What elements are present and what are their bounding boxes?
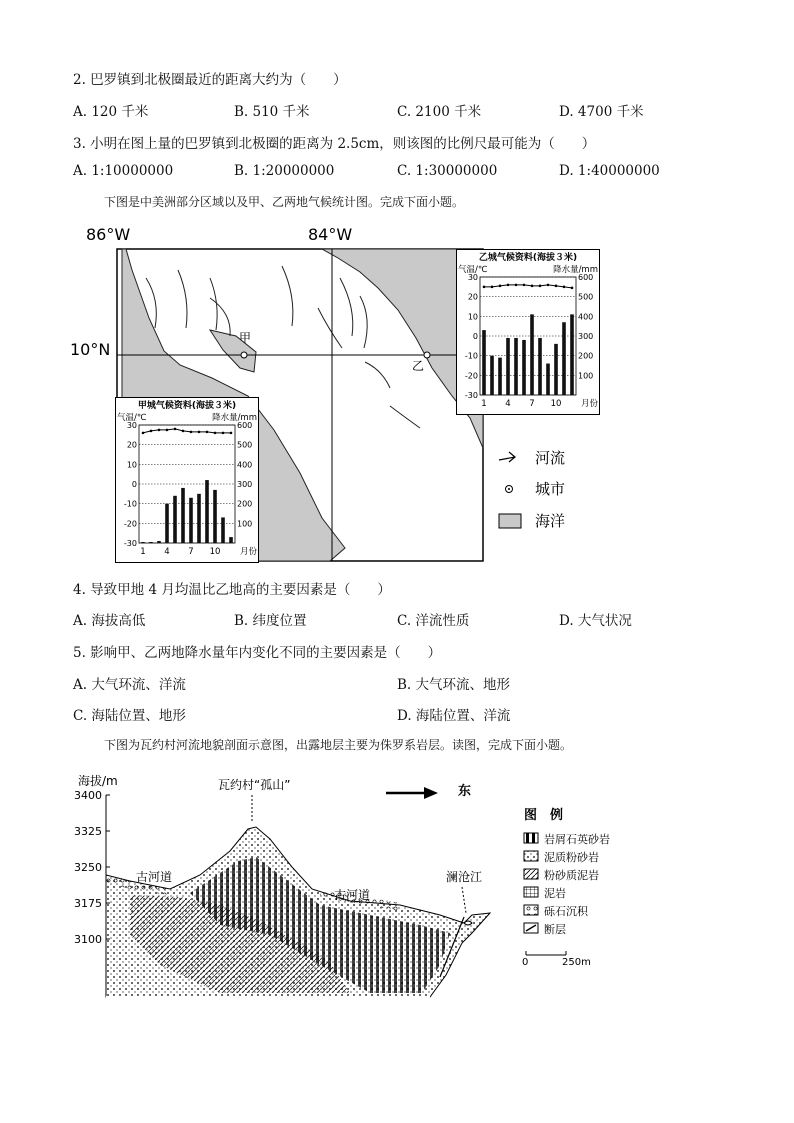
jia-ytick-left-5: -20 [123, 519, 137, 529]
yi-temp-point-6 [523, 284, 526, 287]
jia-xlabel: 月份 [239, 547, 257, 557]
jia-precip-bar-1 [141, 542, 145, 543]
yi-ytick-left-5: -20 [464, 371, 478, 381]
q4-option-a[interactable]: A. 海拔高低 [73, 613, 146, 629]
yi-ytick-right-5: 100 [578, 371, 594, 381]
jia-precip-bar-6 [181, 488, 185, 543]
city-yi-label: 乙 [412, 359, 425, 373]
yi-xtick-1: 1 [481, 399, 487, 409]
jia-temp-point-8 [198, 431, 201, 434]
jia-temp-point-10 [214, 432, 217, 435]
profile-ytick-3325: 3325 [74, 825, 102, 838]
lon-86w-label: 86°W [86, 225, 131, 244]
river-pointer [462, 887, 466, 913]
q2-option-c[interactable]: C. 2100 千米 [397, 104, 482, 120]
jia-precip-bar-3 [157, 541, 161, 543]
legend-ocean-label: 海洋 [535, 512, 566, 530]
label-river: 澜沧江 [446, 870, 483, 884]
legend-city-label: 城市 [535, 480, 566, 498]
q4-stem: 4. 导致甲地 4 月均温比乙地高的主要因素是（ ） [73, 582, 391, 598]
jia-xtick-4: 4 [164, 547, 170, 557]
jia-ytick-right-5: 100 [237, 519, 253, 529]
jia-precip-bar-4 [165, 504, 169, 543]
yi-precip-bar-6 [522, 340, 526, 395]
jia-temp-point-5 [174, 428, 177, 431]
jia-ytick-right-1: 500 [237, 440, 253, 450]
yi-precip-bar-5 [514, 338, 518, 395]
yi-precip-bar-4 [506, 338, 510, 395]
q3-option-b[interactable]: B. 1:20000000 [234, 163, 335, 179]
yi-xtick-4: 4 [505, 399, 511, 409]
yi-xlabel: 月份 [580, 399, 598, 409]
q5-option-a[interactable]: A. 大气环流、洋流 [73, 677, 186, 693]
jia-precip-bar-12 [229, 537, 233, 543]
yi-temp-point-12 [571, 287, 574, 290]
yi-ytick-left-2: 10 [467, 312, 478, 322]
legend-swatch-gravel [524, 905, 538, 915]
jia-temp-point-11 [222, 432, 225, 435]
jia-precip-bar-9 [205, 480, 209, 543]
yi-ytick-left-4: -10 [464, 351, 478, 361]
jia-ytick-left-0: 30 [126, 421, 137, 430]
profile-ytick-3250: 3250 [74, 861, 102, 874]
jia-ytick-left-1: 20 [126, 440, 137, 450]
ocean-legend-icon [499, 514, 521, 528]
jia-temp-point-6 [182, 430, 185, 433]
yi-ytick-left-3: 0 [472, 332, 478, 341]
yi-temp-point-11 [563, 286, 566, 289]
yi-xtick-10: 10 [550, 399, 562, 409]
jia-xtick-10: 10 [209, 547, 221, 557]
q3-stem: 3. 小明在图上量的巴罗镇到北极圈的距离为 2.5cm，则该图的比例尺最可能为（ ） [73, 136, 596, 152]
yi-precip-bar-11 [562, 322, 566, 395]
jia-temp-point-1 [142, 432, 145, 435]
city-jia-marker [241, 352, 247, 358]
legend-siltstone: 泥质粉砂岩 [544, 851, 599, 864]
profile-ylabel: 海拔/m [78, 774, 118, 788]
q2-option-d[interactable]: D. 4700 千米 [559, 104, 644, 120]
q4-option-c[interactable]: C. 洋流性质 [397, 613, 470, 629]
yi-title: 乙城气候资料(海拔３米) [478, 253, 578, 263]
jia-ytick-right-3: 300 [237, 480, 253, 489]
jia-precip-bar-2 [149, 542, 153, 543]
jia-temp-point-9 [206, 431, 209, 434]
jia-ylabel-left: 气温/℃ [117, 413, 147, 423]
q5-option-d[interactable]: D. 海陆位置、洋流 [397, 708, 511, 724]
yi-ytick-right-4: 200 [578, 351, 594, 361]
legend-mudstone: 泥岩 [544, 887, 566, 900]
q2-option-a[interactable]: A. 120 千米 [73, 104, 149, 120]
scale-zero: 0 [522, 957, 529, 968]
jia-ytick-right-0: 600 [237, 421, 253, 430]
jia-temp-point-3 [158, 429, 161, 432]
yi-temp-point-7 [531, 285, 534, 288]
yi-precip-bar-8 [538, 338, 542, 395]
label-old-channel-right: 古河道 [334, 888, 371, 902]
yi-ytick-right-2: 400 [578, 312, 594, 322]
yi-temp-point-3 [499, 285, 502, 288]
q5-option-c[interactable]: C. 海陆位置、地形 [73, 708, 186, 724]
q4-option-b[interactable]: B. 纬度位置 [234, 613, 307, 629]
yi-ylabel-left: 气温/℃ [458, 265, 488, 275]
yi-temp-point-2 [491, 286, 494, 289]
yi-temp-point-10 [555, 285, 558, 288]
intro-profile: 下图为瓦约村河流地貌剖面示意图，出露地层主要为侏罗系岩层。读图，完成下面小题。 [104, 738, 573, 752]
direction-label: 东 [458, 784, 472, 799]
q4-option-d[interactable]: D. 大气状况 [559, 613, 632, 629]
jia-precip-bar-10 [213, 490, 217, 543]
q3-option-c[interactable]: C. 1:30000000 [397, 163, 498, 179]
legend-gravel: 砾石沉积 [544, 905, 588, 918]
q2-stem: 2. 巴罗镇到北极圈最近的距离大约为（ ） [73, 72, 347, 88]
q3-option-d[interactable]: D. 1:40000000 [559, 163, 660, 179]
yi-ytick-left-0: 30 [467, 273, 478, 282]
legend-river-label: 河流 [535, 449, 566, 467]
q5-stem: 5. 影响甲、乙两地降水量年内变化不同的主要因素是（ ） [73, 645, 442, 661]
legend-fault: 断层 [544, 923, 566, 936]
q2-option-b[interactable]: B. 510 千米 [234, 104, 310, 120]
yi-precip-bar-12 [570, 314, 574, 395]
yi-temp-point-1 [483, 286, 486, 289]
q5-option-b[interactable]: B. 大气环流、地形 [397, 677, 511, 693]
climate-chart-yi [456, 249, 600, 415]
yi-ytick-left-6: -30 [464, 391, 478, 400]
legend-swatch-silty-mudstone [524, 869, 538, 879]
yi-precip-bar-10 [554, 344, 558, 395]
yi-precip-bar-1 [482, 330, 486, 395]
lancang-channel [464, 921, 472, 925]
yi-precip-bar-9 [546, 364, 550, 395]
jia-temp-point-12 [230, 432, 233, 435]
jia-temp-point-2 [150, 430, 153, 433]
legend-swatch-siltstone [524, 851, 538, 861]
city-yi-marker [424, 352, 430, 358]
jia-title: 甲城气候资料(海拔３米) [137, 401, 237, 411]
jia-ylabel-right: 降水量/mm [212, 413, 257, 423]
profile-legend-title: 图 例 [524, 808, 564, 823]
intro-map: 下图是中美洲部分区域以及甲、乙两地气候统计图。完成下面小题。 [104, 195, 465, 209]
legend-quartz: 岩屑石英砂岩 [544, 833, 610, 846]
legend-swatch-quartz [524, 833, 538, 843]
lon-84w-label: 84°W [308, 225, 353, 244]
yi-precip-bar-3 [498, 358, 502, 395]
east-arrow-head [424, 787, 438, 799]
yi-temp-point-8 [539, 285, 542, 288]
jia-ytick-left-3: 0 [131, 480, 137, 489]
climate-chart-jia [115, 397, 259, 563]
yi-ytick-right-3: 300 [578, 332, 594, 341]
jia-ytick-right-2: 400 [237, 460, 253, 470]
legend-silty-mudstone: 粉砂质泥岩 [544, 869, 599, 882]
jia-precip-bar-5 [173, 496, 177, 543]
map-legend [495, 440, 605, 540]
scale-length: 250m [562, 957, 591, 968]
profile-ytick-3175: 3175 [74, 897, 102, 910]
lat-10n-label: 10°N [70, 340, 111, 359]
profile-ytick-3100: 3100 [74, 933, 102, 946]
yi-ylabel-right: 降水量/mm [553, 265, 598, 275]
jia-xtick-7: 7 [188, 547, 194, 557]
river-profile-diagram [70, 765, 630, 1005]
yi-temp-point-4 [507, 284, 510, 287]
yi-ytick-left-1: 20 [467, 292, 478, 302]
profile-ytick-3400: 3400 [74, 789, 102, 802]
jia-temp-point-4 [166, 429, 169, 432]
yi-ytick-right-1: 500 [578, 292, 594, 302]
jia-temp-point-7 [190, 431, 193, 434]
q3-option-a[interactable]: A. 1:10000000 [73, 163, 174, 179]
yi-precip-bar-7 [530, 314, 534, 395]
jia-ytick-right-4: 200 [237, 499, 253, 509]
jia-precip-bar-8 [197, 494, 201, 543]
city-jia-label: 甲 [239, 331, 252, 345]
yi-temp-point-9 [547, 284, 550, 287]
jia-xtick-1: 1 [140, 547, 146, 557]
yi-precip-bar-2 [490, 356, 494, 395]
jia-precip-bar-7 [189, 498, 193, 543]
legend-swatch-mudstone [524, 887, 538, 897]
jia-ytick-left-2: 10 [126, 460, 137, 470]
jia-precip-bar-11 [221, 517, 225, 543]
yi-xtick-7: 7 [529, 399, 535, 409]
jia-ytick-left-6: -30 [123, 539, 137, 548]
yi-temp-point-5 [515, 284, 518, 287]
label-village: 瓦约村“孤山” [218, 778, 291, 792]
river-legend-icon [499, 452, 515, 462]
label-old-channel-left: 古河道 [136, 870, 173, 884]
yi-ytick-right-0: 600 [578, 273, 594, 282]
jia-ytick-left-4: -10 [123, 499, 137, 509]
